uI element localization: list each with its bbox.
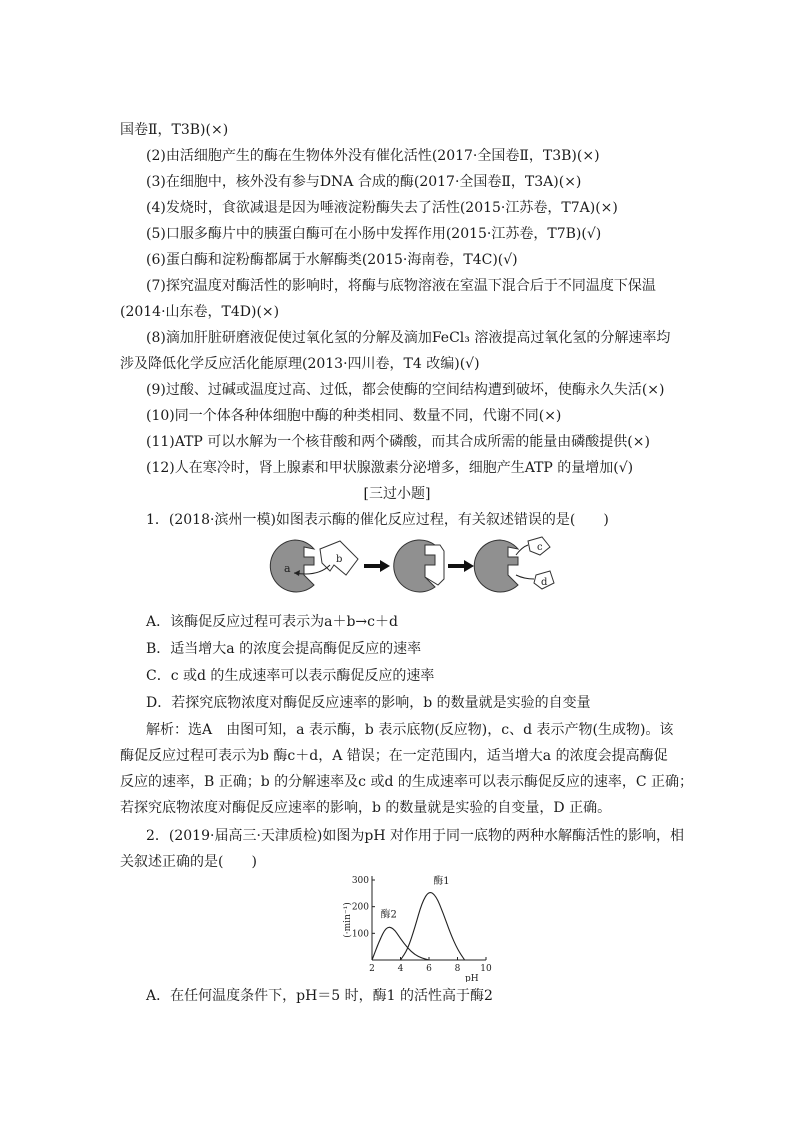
text-line: (7)探究温度对酶活性的影响时，将酶与底物溶液在室温下混合后于不同温度下保温 bbox=[146, 278, 656, 294]
analysis-line: 反应的速率，B 正确；b 的分解速率及c 或d 的生成速率可以表示酶促反应的速率，C 正确； bbox=[120, 774, 694, 790]
analysis-line: 解析：选A 由图可知，a 表示酶，b 表示底物(反应物)，c、d 表示产物(生成物)。该 bbox=[146, 722, 674, 738]
x-tick-label: 4 bbox=[397, 964, 404, 974]
y-tick-label: 300 bbox=[351, 876, 369, 886]
text-line: (12)人在寒冷时，肾上腺素和甲状腺激素分泌增多，细胞产生ATP 的量增加(√) bbox=[146, 460, 634, 476]
text-line: (8)滴加肝脏研磨液促使过氧化氢的分解及滴加FeCl₃ 溶液提高过氧化氢的分解速率均 bbox=[146, 330, 671, 346]
section-title: [三过小题] bbox=[363, 486, 431, 502]
reaction-arrow-icon bbox=[364, 560, 390, 572]
text-line: (2)由活细胞产生的酶在生物体外没有催化活性(2017·全国卷Ⅱ，T3B)(×) bbox=[146, 148, 600, 164]
text-line: (11)ATP 可以水解为一个核苷酸和两个磷酸，而其合成所需的能量由磷酸提供(×) bbox=[146, 434, 650, 450]
question-2-stem: 关叙述正确的是( ) bbox=[120, 854, 257, 870]
option-d: D．若探究底物浓度对酶促反应速率的影响，b 的数量就是实验的自变量 bbox=[146, 695, 591, 711]
option-b: B．适当增大a 的浓度会提高酶促反应的速率 bbox=[146, 641, 422, 657]
x-tick-label: 6 bbox=[426, 964, 432, 974]
question-2-stem: 2．(2019·届高三·天津质检)如图为pH 对作用于同一底物的两种水解酶活性的影响，相 bbox=[146, 828, 684, 844]
x-axis-label: pH bbox=[464, 974, 479, 982]
text-line: 国卷Ⅱ，T3B)(×) bbox=[120, 122, 229, 138]
analysis-line: 若探究底物浓度对酶促反应速率的影响，b 的数量就是实验的自变量，D 正确。 bbox=[120, 800, 612, 816]
question-1-stem: 1．(2018·滨州一模)如图表示酶的催化反应过程，有关叙述错误的是( ) bbox=[146, 512, 609, 528]
text-line: (3)在细胞中，核外没有参与DNA 合成的酶(2017·全国卷Ⅱ，T3A)(×) bbox=[146, 174, 582, 190]
x-tick-label: 2 bbox=[369, 964, 375, 974]
label-a: a bbox=[284, 562, 291, 575]
question-2-option-a: A．在任何温度条件下，pH＝5 时，酶1 的活性高于酶2 bbox=[146, 988, 493, 1004]
y-axis-label: (·min⁻¹) bbox=[343, 902, 353, 938]
enzyme-a-released bbox=[474, 540, 518, 592]
reaction-arrow-icon bbox=[448, 560, 474, 572]
text-line: 涉及降低化学反应活化能原理(2013·四川卷，T4 改编)(√) bbox=[120, 356, 480, 372]
text-line: (4)发烧时，食欲减退是因为唾液淀粉酶失去了活性(2015·江苏卷，T7A)(×) bbox=[146, 200, 618, 216]
label-c: c bbox=[537, 542, 543, 553]
ph-enzyme-activity-chart bbox=[320, 872, 500, 982]
label-b: b bbox=[336, 554, 343, 565]
option-c: C．c 或d 的生成速率可以表示酶促反应的速率 bbox=[146, 668, 435, 684]
option-a: A．该酶促反应过程可表示为a＋b→c＋d bbox=[146, 614, 398, 630]
y-tick-label: 200 bbox=[351, 902, 369, 913]
text-line: (6)蛋白酶和淀粉酶都属于水解酶类(2015·海南卷，T4C)(√) bbox=[146, 252, 518, 268]
text-line: (10)同一个体各种体细胞中酶的种类相同、数量不同，代谢不同(×) bbox=[146, 408, 562, 424]
text-line: (5)口服多酶片中的胰蛋白酶可在小肠中发挥作用(2015·江苏卷，T7B)(√) bbox=[146, 226, 602, 242]
analysis-line: 酶促反应过程可表示为b 酶c＋d，A 错误；在一定范围内，适当增大a 的浓度会提高酶促 bbox=[120, 748, 668, 764]
label-d: d bbox=[541, 577, 548, 588]
enzyme-reaction-diagram bbox=[260, 535, 560, 605]
enzyme-substrate-complex bbox=[394, 540, 444, 592]
x-tick-label: 8 bbox=[454, 964, 461, 974]
x-tick-label: 10 bbox=[480, 964, 492, 974]
text-line: (2014·山东卷，T4D)(×) bbox=[120, 304, 280, 320]
series-label-enzyme-1: 酶1 bbox=[433, 876, 450, 887]
chart-series bbox=[372, 893, 465, 960]
series-line-2 bbox=[372, 927, 429, 960]
text-line: (9)过酸、过碱或温度过高、过低，都会使酶的空间结构遭到破坏，使酶永久失活(×) bbox=[146, 382, 665, 398]
curved-arrow-icon bbox=[516, 545, 528, 555]
curved-arrow-icon bbox=[516, 575, 534, 579]
enzyme-a-shape bbox=[270, 540, 314, 592]
y-tick-label: 100 bbox=[351, 929, 369, 940]
series-label-enzyme-2: 酶2 bbox=[380, 909, 397, 921]
